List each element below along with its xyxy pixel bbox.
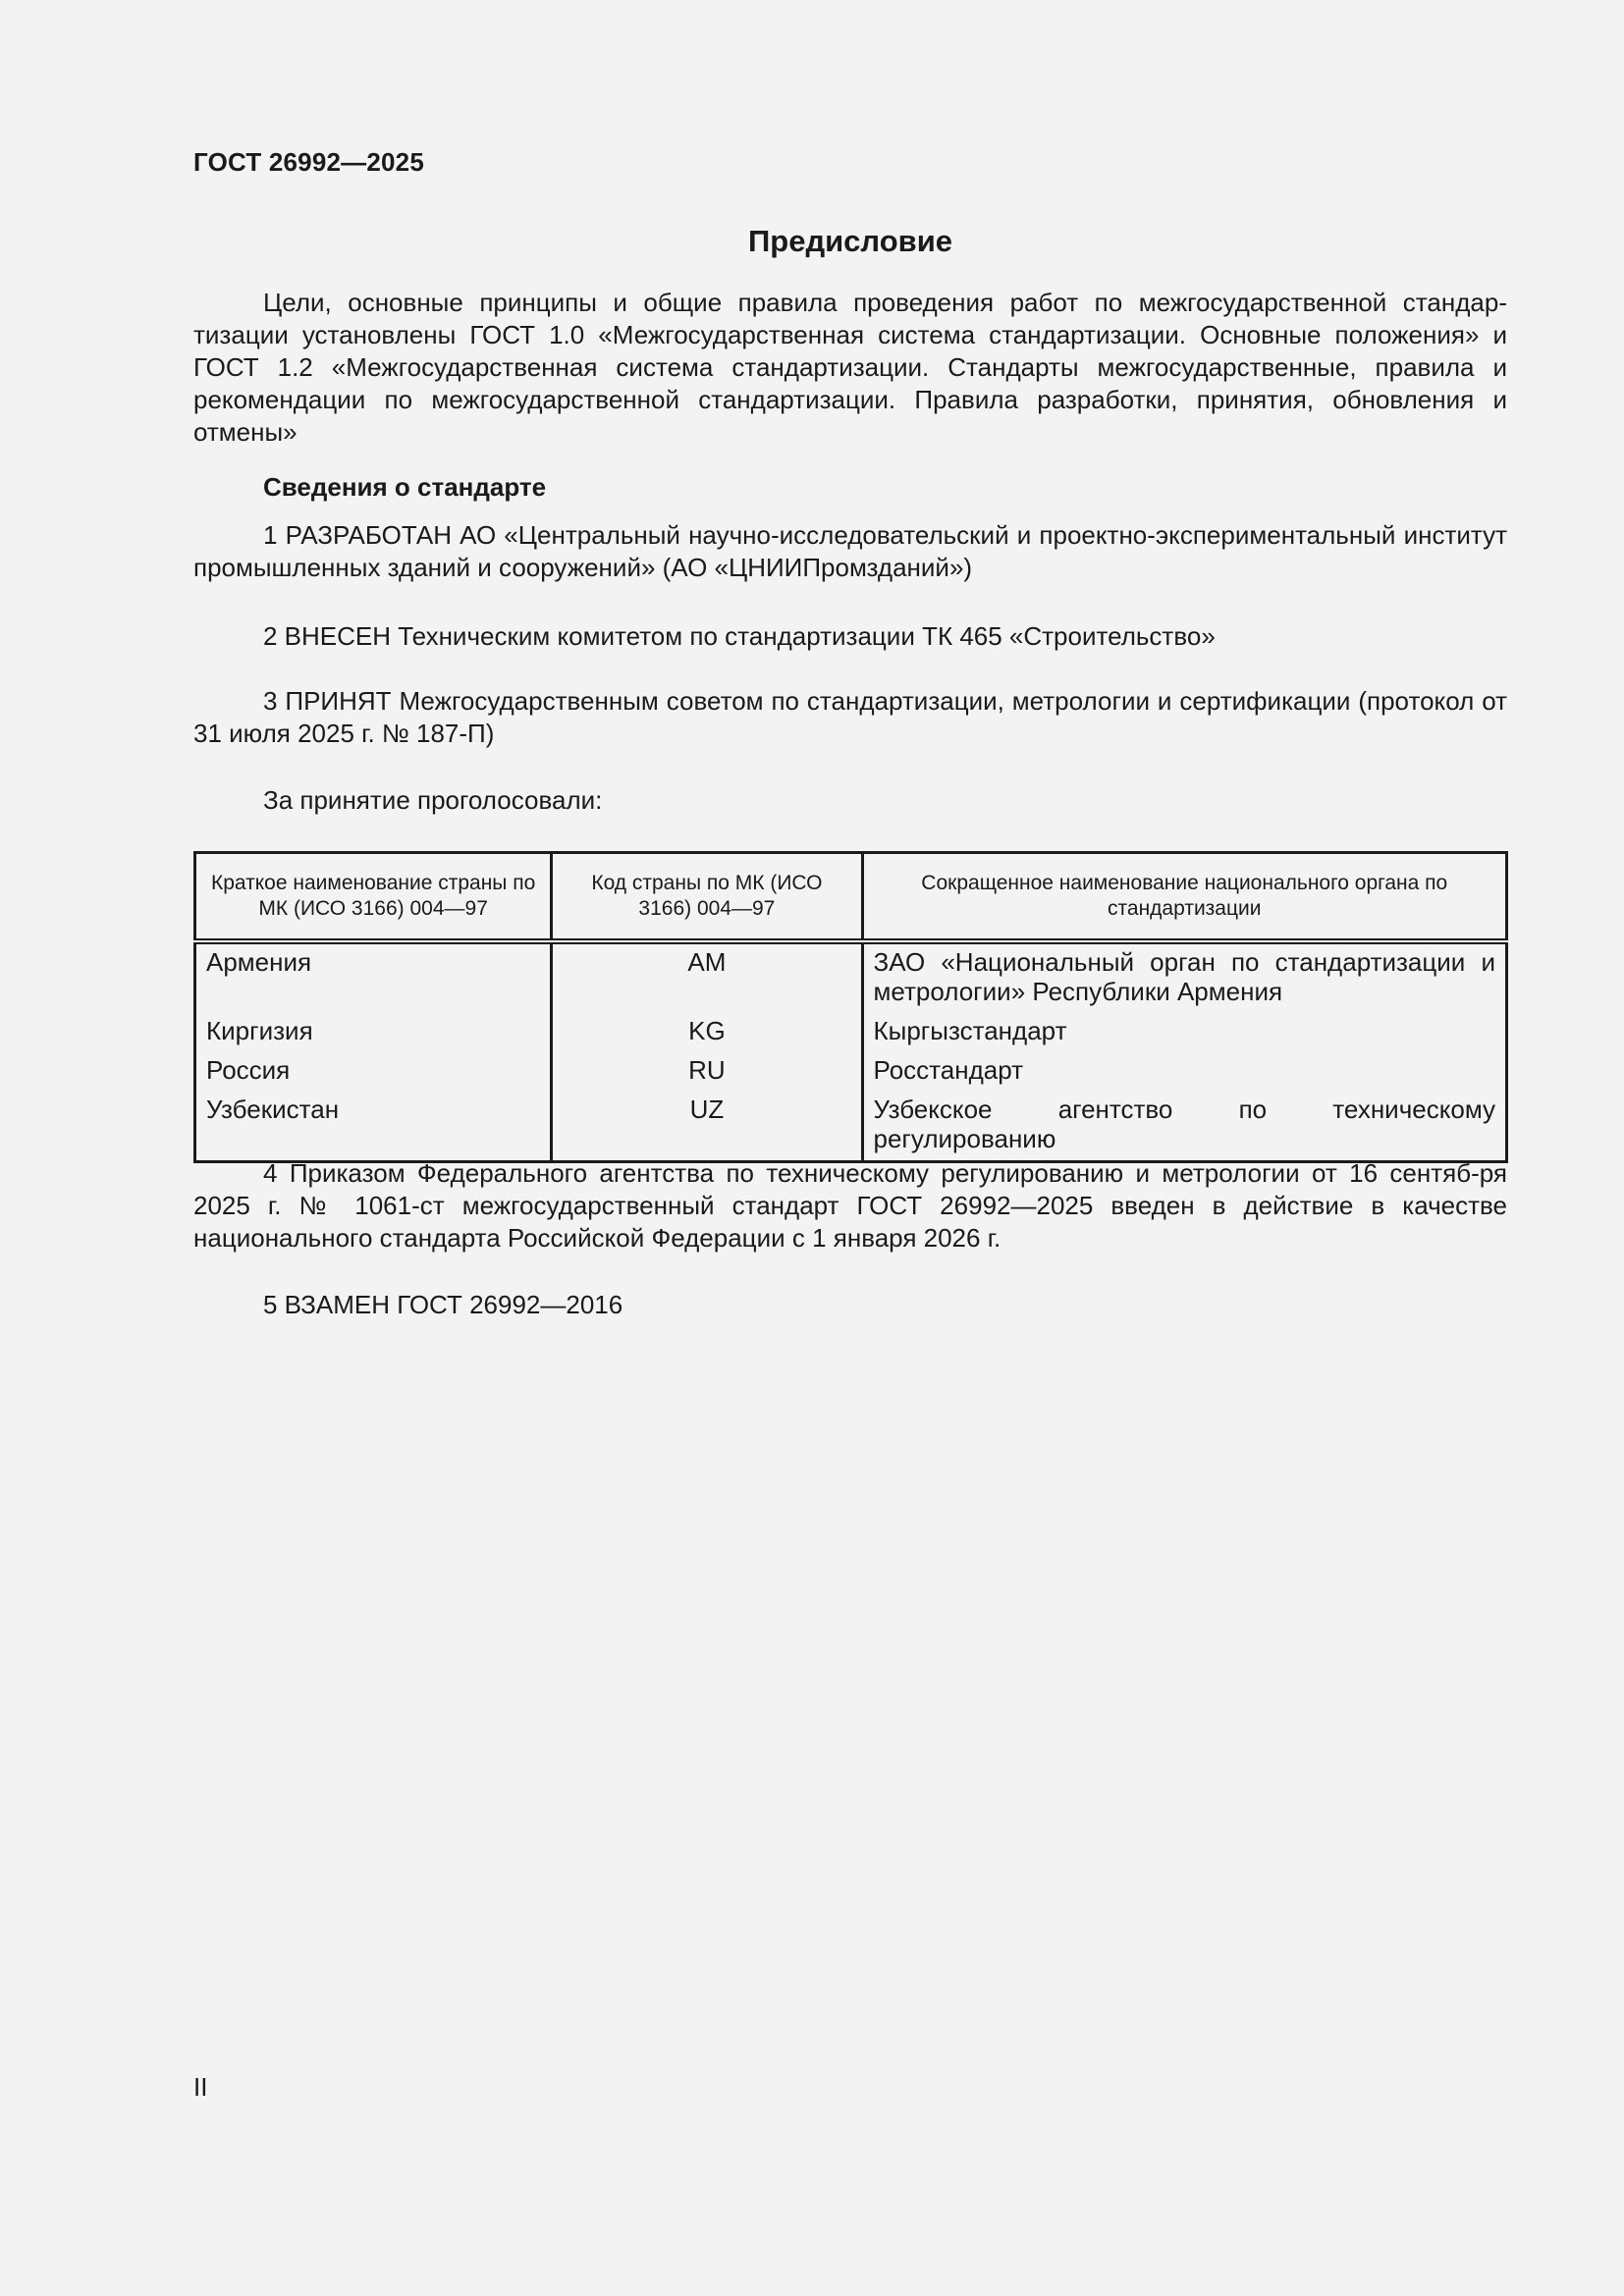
cell-code: KG xyxy=(552,1013,862,1052)
cell-country: Узбекистан xyxy=(195,1092,552,1162)
item-replaces: 5 ВЗАМЕН ГОСТ 26992—2016 xyxy=(263,1290,623,1319)
cell-code: RU xyxy=(552,1052,862,1092)
section-subheading: Сведения о стандарте xyxy=(263,472,547,502)
cell-national-body: ЗАО «Национальный орган по стандартизации и метрологии» Республики Армения xyxy=(873,947,1495,1006)
cell-code: AM xyxy=(552,941,862,1013)
table-row xyxy=(195,1052,1507,1092)
table-header-row xyxy=(195,853,1507,942)
voted-label: За принятие проголосовали: xyxy=(263,785,603,815)
cell-country: Киргизия xyxy=(195,1013,552,1052)
table-row xyxy=(195,1013,1507,1052)
header-national-body: Сокращенное наименование национального органа по стандартизации xyxy=(862,853,1506,942)
header-country-name: Краткое наименование страны по МК (ИСО 3166) 004—97 xyxy=(195,853,552,942)
table-row xyxy=(195,941,1507,1013)
page-number: II xyxy=(193,2072,208,2102)
item-adopted: 3 ПРИНЯТ Межгосударственным советом по стандартизации, метрологии и сертификации (протокол от 31 июля 2025 г. № 187-П) xyxy=(193,686,1507,748)
page-title: Предисловие xyxy=(747,224,952,258)
intro-paragraph: Цели, основные принципы и общие правила проведения работ по межгосударственной стандар-тизации установлены ГОСТ 1.0 «Межгосударственная система стандартизации. Основные положения» и ГОСТ 1.2 «Межгосударственная система стандартизации. Стандарты межгосударственные, правила и рекомендации по межгосударственной стандартизации. Правила разработки, принятия, обновления и отмены» xyxy=(193,288,1507,447)
cell-country: Россия xyxy=(195,1052,552,1092)
document-id: ГОСТ 26992—2025 xyxy=(193,147,424,177)
item-introduced: 2 ВНЕСЕН Техническим комитетом по стандартизации ТК 465 «Строительство» xyxy=(263,621,1216,651)
cell-national-body: Росстандарт xyxy=(873,1055,1024,1085)
header-country-code: Код страны по МК (ИСО 3166) 004—97 xyxy=(552,853,862,942)
voting-table xyxy=(193,851,1508,1163)
item-developed: 1 РАЗРАБОТАН АО «Центральный научно-исследовательский и проектно-экспериментальный институт промышленных зданий и сооружений» (АО «ЦНИИПромзданий») xyxy=(193,520,1507,582)
table-row xyxy=(195,1092,1507,1162)
item-enacted: 4 Приказом Федерального агентства по техническому регулированию и метрологии от 16 сентяб-ря 2025 г. № 1061-ст межгосударственный стандарт ГОСТ 26992—2025 введен в действие в качестве национального стандарта Российской Федерации с 1 января 2026 г. xyxy=(193,1158,1507,1253)
cell-code: UZ xyxy=(552,1092,862,1162)
cell-national-body: Узбекское агентство по техническому регулированию xyxy=(873,1095,1495,1153)
cell-national-body: Кыргызстандарт xyxy=(873,1016,1067,1045)
cell-country: Армения xyxy=(195,941,552,1013)
